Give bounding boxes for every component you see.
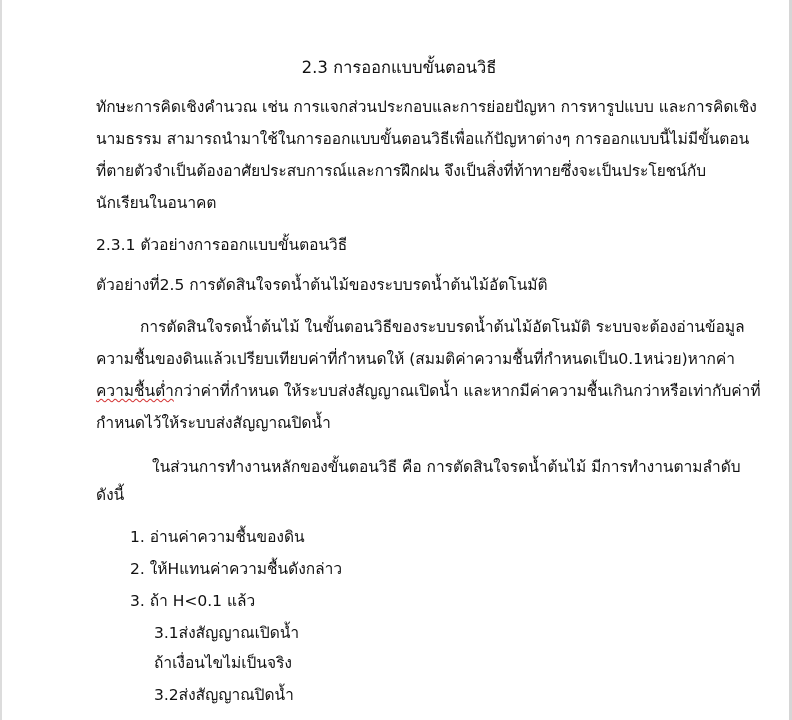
sub-step-condition: ถ้าเงื่อนไขไม่เป็นจริง bbox=[154, 654, 292, 672]
sub-step-3-1: 3.1ส่งสัญญาณเปิดน้ำ bbox=[154, 624, 300, 642]
section-heading: 2.3 การออกแบบขั้นตอนวิธี bbox=[301, 58, 497, 77]
example-line-3-rest: กว่าค่าที่กำหนด ให้ระบบส่งสัญญาณเปิดน้ำ และหากมีค่าความชื้นเกินกว่าหรือเท่ากับค่าที่ bbox=[173, 382, 761, 400]
step-item-1: 1. อ่านค่าความชื้นของดิน bbox=[130, 528, 305, 546]
process-line-1: ในส่วนการทำงานหลักของขั้นตอนวิธี คือ การตัดสินใจรดน้ำต้นไม้ มีการทำงานตามลำดับ bbox=[152, 458, 741, 476]
example-line-3 bbox=[96, 382, 761, 400]
sub-step-3-2: 3.2ส่งสัญญาณปิดน้ำ bbox=[154, 686, 294, 704]
page-left-edge bbox=[0, 0, 2, 720]
example-line-4: กำหนดไว้ให้ระบบส่งสัญญาณปิดน้ำ bbox=[96, 414, 331, 432]
intro-line-3: ที่ตายตัวจำเป็นต้องอาศัยประสบการณ์และการฝึกฝน จึงเป็นสิ่งที่ท้าทายซึ่งจะเป็นประโยชน์กับ bbox=[96, 162, 707, 180]
step-item-2: 2. ให้Hแทนค่าความชื้นดังกล่าว bbox=[130, 560, 343, 578]
example-line-1: การตัดสินใจรดน้ำต้นไม้ ในขั้นตอนวิธีของระบบรดน้ำต้นไม้อัตโนมัติ ระบบจะต้องอ่านข้อมูล bbox=[140, 318, 745, 336]
process-line-2: ดังนี้ bbox=[96, 486, 125, 504]
intro-line-2: นามธรรม สามารถนำมาใช้ในการออกแบบขั้นตอนวิธีเพื่อแก้ปัญหาต่างๆ การออกแบบนี้ไม่มีขั้นตอน bbox=[96, 130, 750, 148]
example-title: ตัวอย่างที่2.5 การตัดสินใจรดน้ำต้นไม้ของระบบรดน้ำต้นไม้อัตโนมัติ bbox=[96, 276, 548, 294]
subsection-heading: 2.3.1 ตัวอย่างการออกแบบขั้นตอนวิธี bbox=[96, 236, 348, 254]
step-item-3: 3. ถ้า H<0.1 แล้ว bbox=[130, 592, 256, 610]
example-line-2: ความชื้นของดินแล้วเปรียบเทียบค่าที่กำหนดให้ (สมมติค่าความชื้นที่กำหนดเป็น0.1หน่วย)หากค่า bbox=[96, 350, 736, 368]
intro-line-4: นักเรียนในอนาคต bbox=[96, 194, 217, 212]
intro-line-1: ทักษะการคิดเชิงคำนวณ เช่น การแจกส่วนประกอบและการย่อยปัญหา การหารูปแบบ และการคิดเชิง bbox=[96, 98, 757, 116]
spellcheck-flagged-word[interactable]: ความชื้นต่ำ bbox=[96, 382, 174, 400]
